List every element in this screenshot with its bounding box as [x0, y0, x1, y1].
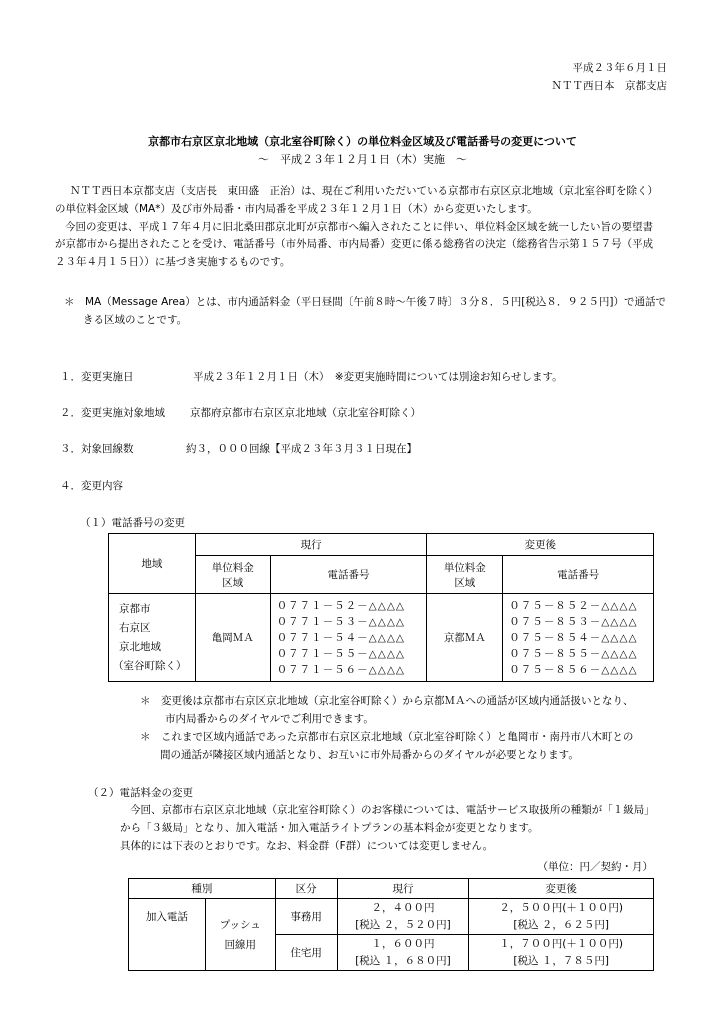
fee-amount: １，７００円(＋１００円)	[499, 937, 624, 950]
fee-text: から「３級局」となり、加入電話・加入電話ライトプランの基本料金が変更となります。	[120, 822, 539, 834]
intro-line: 今回の変更は、平成１７年４月に旧北桑田郡京北町が京都市へ編入されたことに伴い、単位料金区域を統一したい旨の要望書	[65, 221, 653, 233]
current-ma: 亀岡ＭＡ	[195, 594, 270, 682]
fee-caption: （２）電話料金の変更	[88, 787, 193, 799]
fee-text: 具体的には下表のとおりです。なお、料金群（F群）については変更しません。	[120, 840, 494, 852]
fee-subtype-line: プッシュ	[219, 918, 261, 931]
fee-amount-tax: [税込 ２，６２５円]	[513, 918, 609, 931]
section-value: 約３，０００回線【平成２３年３月３１日現在】	[186, 443, 417, 455]
tel-header: 電話番号	[503, 556, 654, 594]
ma-header-line: 単位料金	[443, 561, 486, 574]
ma-header-line: 区域	[222, 576, 244, 589]
intro-line: が京都市から提出されたことを受け、電話番号（市外局番、市内局番）変更に係る総務省の決定（総務省告示第１５７号（平成	[55, 238, 654, 250]
section-value: 京都府京都市右京区京北地域（京北室谷町除く）	[190, 407, 421, 419]
fee-amount: １，６００円	[371, 937, 435, 950]
phone-note: 間の通話が隣接区域内通話となり、お互いに市外局番からのダイヤルが必要となります。	[160, 749, 579, 761]
type-header: 種別	[129, 879, 276, 899]
phone-number: ０７５－８５６－△△△△	[509, 663, 638, 676]
fee-after-header: 変更後	[469, 879, 654, 899]
area-line: 京都市	[119, 602, 151, 615]
area-cell	[109, 594, 196, 682]
after-numbers	[503, 594, 654, 682]
fee-current-header: 現行	[337, 879, 469, 899]
section-label: ４．変更内容	[60, 480, 123, 492]
section-label: １．変更実施日	[60, 371, 134, 383]
ma-header	[427, 556, 503, 594]
tel-header: 電話番号	[270, 556, 427, 594]
fee-current	[337, 935, 469, 971]
fee-text: 今回、京都市右京区京北地域（京北室谷町除く）のお客様については、電話サービス取扱所の種類が「１級局」	[130, 804, 655, 816]
current-numbers	[270, 594, 427, 682]
fee-subtype	[205, 899, 275, 971]
fee-amount-tax: [税込 １，６８０円]	[355, 954, 451, 967]
issuer: ＮＴＴ西日本 京都支店	[551, 80, 667, 92]
fee-type: 加入電話	[129, 899, 206, 971]
fee-subtype-line: 回線用	[224, 938, 257, 951]
after-ma: 京都ＭＡ	[427, 594, 503, 682]
section-value: 平成２３年１２月１日（木） ※変更実施時間については別途お知らせします。	[193, 371, 563, 383]
phone-number: ０７７１－５６－△△△△	[276, 663, 405, 676]
ma-header-line: 単位料金	[211, 561, 254, 574]
page-title: 京都市右京区京北地域（京北室谷町除く）の単位料金区域及び電話番号の変更について	[148, 135, 577, 148]
fee-unit: （単位：円／契約・月）	[537, 861, 653, 873]
area-line: 右京区	[119, 621, 151, 634]
page-subtitle: ～ 平成２３年１２月１日（木）実施 ～	[258, 153, 467, 166]
ma-note: きる区域のことです。	[83, 314, 188, 326]
intro-line: ＮＴＴ西日本京都支店（支店長 東田盛 正治）は、現在ご利用いただいている京都市右京区京北地域（京北室谷町を除く）	[70, 185, 658, 197]
intro-line: ２３年４月１５日））に基づき実施するものです。	[55, 256, 291, 268]
section-label: ３．対象回線数	[60, 443, 134, 455]
fee-amount: ２，５００円(＋１００円)	[499, 901, 624, 914]
phone-number: ０７５－８５５－△△△△	[509, 647, 638, 660]
phone-number: ０７７１－５２－△△△△	[276, 599, 405, 612]
phone-note: ＊ 変更後は京都市右京区京北地域（京北室谷町除く）から京都ＭＡへの通話が区域内通話扱いとなり、	[140, 695, 634, 707]
phone-number: ０７７１－５５－△△△△	[276, 647, 405, 660]
phone-number: ０７７１－５３－△△△△	[276, 615, 405, 628]
phone-number: ０７５－８５４－△△△△	[509, 631, 638, 644]
area-header: 地域	[109, 534, 196, 594]
ma-header	[195, 556, 270, 594]
fee-class: 事務用	[275, 899, 337, 935]
phone-table-caption: （１）電話番号の変更	[80, 517, 185, 529]
phone-note: ＊ これまで区域内通話であった京都市右京区京北地域（京北室谷町除く）と亀岡市・南丹市八木町との	[140, 731, 634, 743]
fee-table	[128, 878, 654, 971]
fee-after	[469, 935, 654, 971]
fee-after	[469, 899, 654, 935]
fee-amount-tax: [税込 １，７８５円]	[513, 954, 609, 967]
class-header: 区分	[275, 879, 337, 899]
fee-current	[337, 899, 469, 935]
phone-number: ０７５－８５２－△△△△	[509, 599, 638, 612]
fee-amount-tax: [税込 ２，５２０円]	[355, 918, 451, 931]
after-header: 変更後	[427, 534, 654, 556]
ma-note: ＊ MA（Message Area）とは、市内通話料金（平日昼間〔午前８時～午後７時〕３分８．５円[税込８．９２５円]）で通話で	[64, 296, 666, 308]
intro-line: の単位料金区域（MA*）及び市外局番・市内局番を平成２３年１２月１日（木）から変更いたします。	[55, 203, 538, 215]
fee-class: 住宅用	[275, 935, 337, 971]
phone-number: ０７７１－５４－△△△△	[276, 631, 405, 644]
area-line: （室谷町除く）	[113, 659, 187, 672]
fee-amount: ２，４００円	[371, 901, 435, 914]
phone-note: 市内局番からのダイヤルでご利用できます。	[165, 713, 374, 725]
section-label: ２．変更実施対象地域	[60, 407, 165, 419]
area-line: 京北地域	[119, 640, 161, 653]
document-date: 平成２３年６月１日	[572, 62, 667, 74]
phone-number: ０７５－８５３－△△△△	[509, 615, 638, 628]
ma-header-line: 区域	[454, 576, 476, 589]
phone-number-table	[108, 533, 654, 682]
current-header: 現行	[195, 534, 427, 556]
